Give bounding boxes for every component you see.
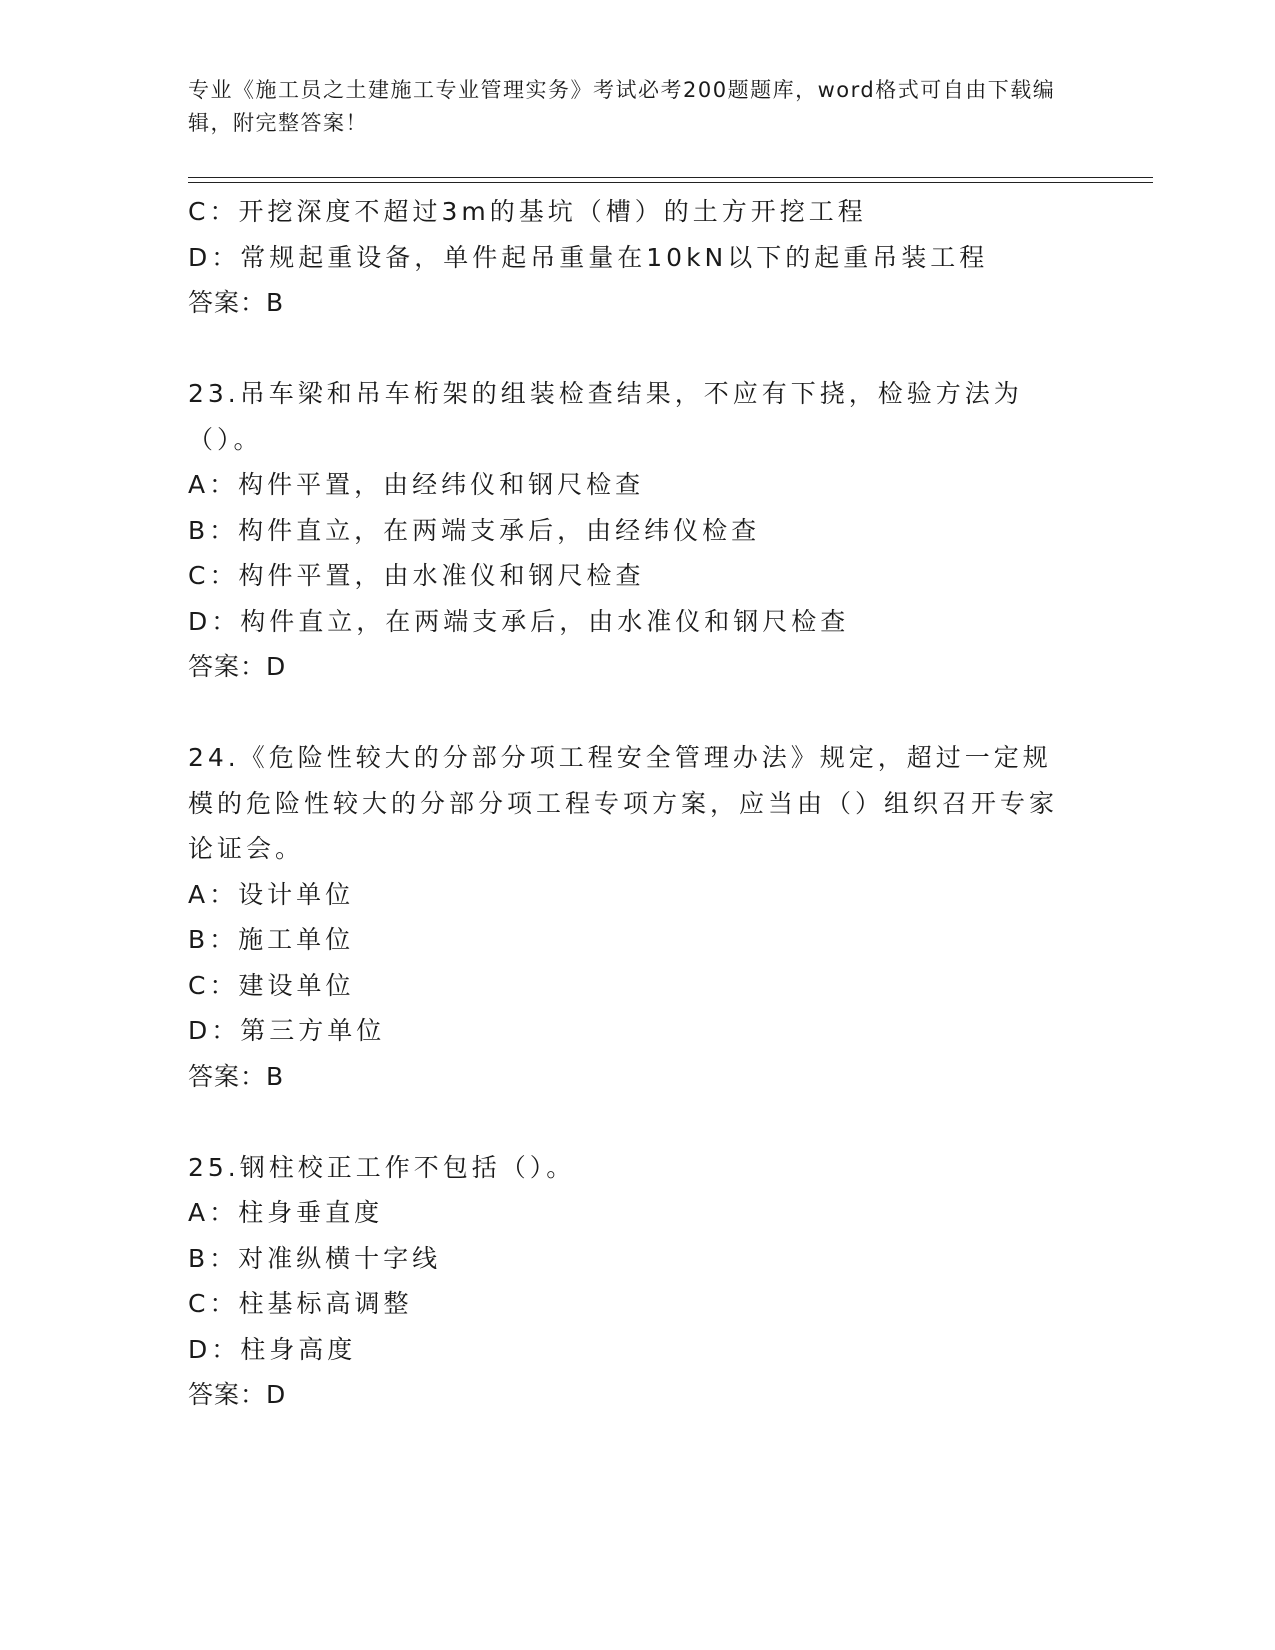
option-b: B：施工单位 [188, 925, 355, 954]
option-c: C：柱基标高调整 [188, 1289, 413, 1318]
header-divider-top [188, 177, 1153, 178]
question-list [188, 189, 1088, 1418]
question-22 [188, 189, 1088, 326]
option-d: D：构件直立，在两端支承后，由水准仪和钢尺检查 [188, 606, 850, 636]
question-stem: 25.钢柱校正工作不包括（）。 [188, 1152, 576, 1182]
option-a: A：构件平置，由经纬仪和钢尺检查 [188, 470, 645, 499]
spacer [188, 690, 1088, 736]
question-25 [188, 1145, 1088, 1418]
spacer [188, 1099, 1088, 1145]
document-header: 专业《施工员之土建施工专业管理实务》考试必考200题题库，word格式可自由下载编辑，附完整答案！ [188, 78, 1056, 135]
option-d: D：第三方单位 [188, 1016, 386, 1045]
option-c: C：建设单位 [188, 970, 355, 1000]
option-d: D：常规起重设备，单件起吊重量在10kN以下的起重吊装工程 [188, 242, 989, 272]
answer: 答案：B [188, 288, 285, 317]
answer: 答案：D [188, 1380, 287, 1409]
question-stem: 24.《危险性较大的分部分项工程安全管理办法》规定，超过一定规模的危险性较大的分部分项工程专项方案，应当由（）组织召开专家论证会。 [188, 743, 1059, 863]
question-stem: 23.吊车梁和吊车桁架的组装检查结果，不应有下挠，检验方法为（）。 [188, 379, 1023, 454]
option-a: A：柱身垂直度 [188, 1198, 384, 1227]
spacer [188, 326, 1088, 372]
option-b: B：构件直立，在两端支承后，由经纬仪检查 [188, 515, 761, 545]
option-d: D：柱身高度 [188, 1334, 357, 1364]
answer: 答案：D [188, 652, 287, 681]
option-c: C：构件平置，由水准仪和钢尺检查 [188, 561, 645, 590]
question-23 [188, 371, 1088, 690]
question-24 [188, 735, 1088, 1099]
option-b: B：对准纵横十字线 [188, 1243, 442, 1273]
option-c: C：开挖深度不超过3m的基坑（槽）的土方开挖工程 [188, 197, 867, 226]
option-a: A：设计单位 [188, 879, 355, 909]
header-divider-bottom [188, 182, 1153, 183]
answer: 答案：B [188, 1061, 285, 1091]
